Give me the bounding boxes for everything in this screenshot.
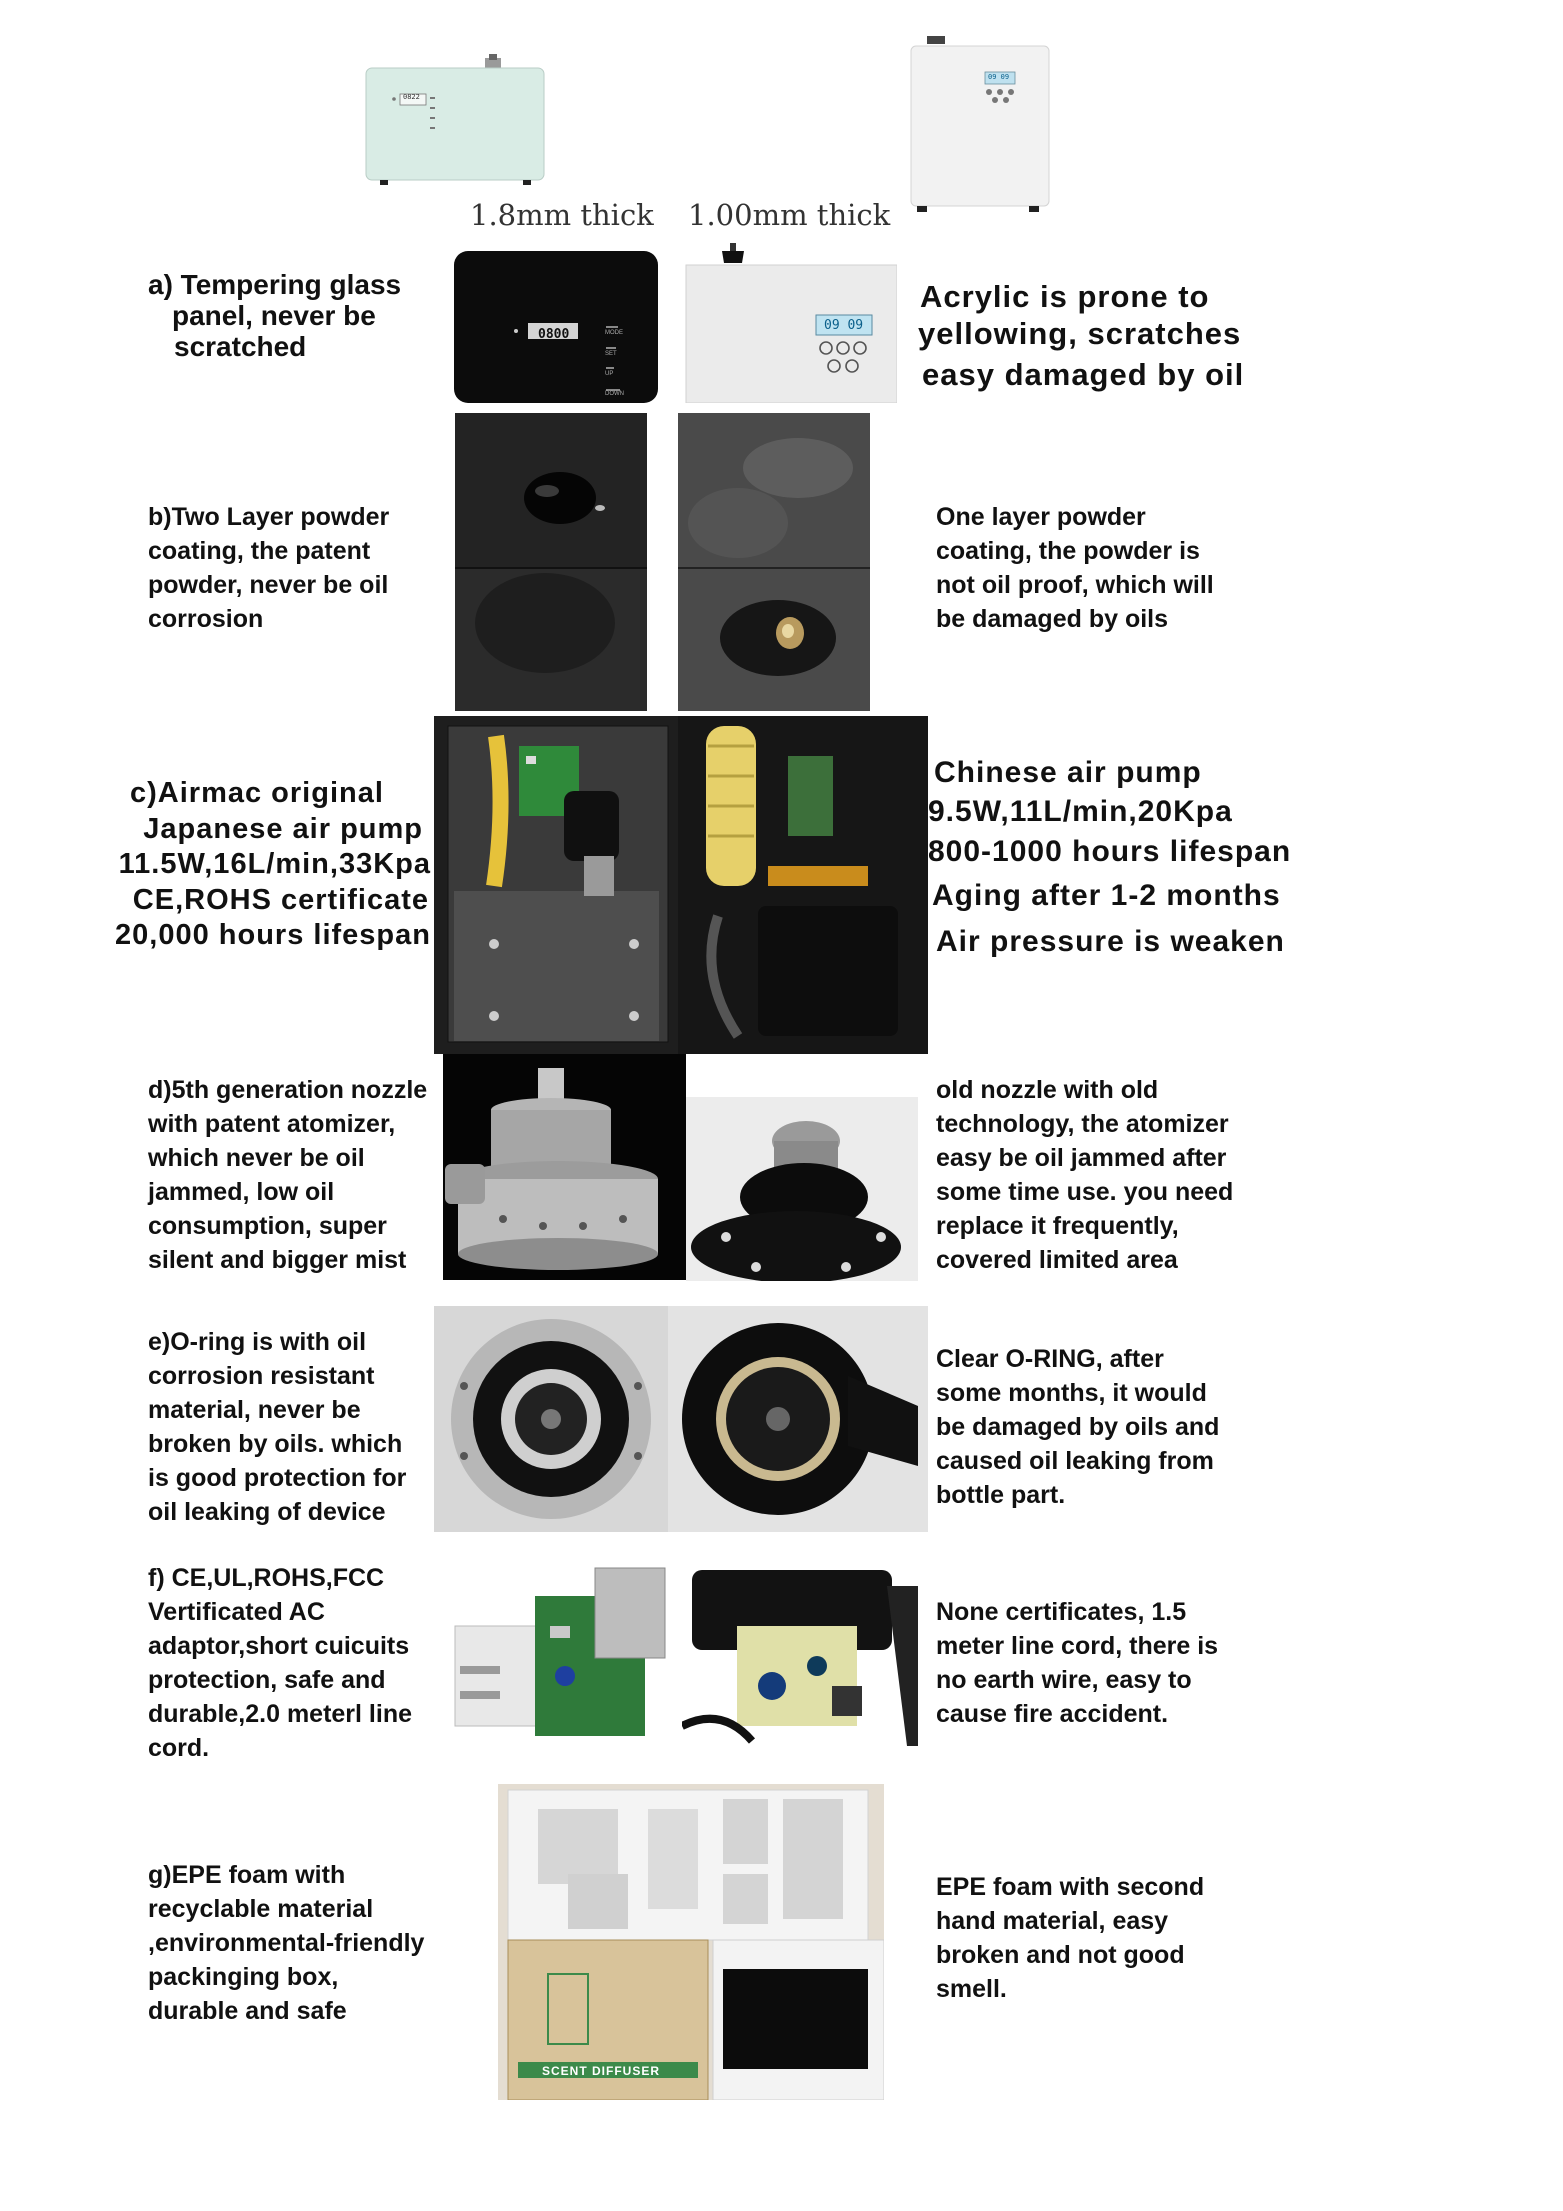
thickness-label-right: 1.00mm thick bbox=[688, 198, 891, 232]
ac-adaptor-uncertified-photo bbox=[682, 1566, 918, 1746]
row-b-left-line: powder, never be oil bbox=[148, 571, 389, 599]
row-f-right-line: no earth wire, easy to bbox=[936, 1666, 1192, 1694]
row-a-right-text bbox=[918, 278, 1244, 393]
epe-foam-packaging-photo bbox=[498, 1784, 884, 2100]
row-f-left-line: protection, safe and bbox=[148, 1666, 386, 1694]
panel-button-label: SET bbox=[605, 351, 617, 357]
row-f-right-text bbox=[936, 1595, 1218, 1731]
row-d-right-line: replace it frequently, bbox=[936, 1212, 1179, 1240]
row-c-right-line: Aging after 1-2 months bbox=[932, 879, 1281, 912]
row-e-left-text bbox=[148, 1325, 406, 1529]
row-a-right-line: easy damaged by oil bbox=[922, 357, 1245, 392]
row-b-right-text bbox=[936, 500, 1214, 636]
row-e-left-line: is good protection for bbox=[148, 1464, 407, 1492]
row-g-right-line: smell. bbox=[936, 1975, 1007, 2003]
row-e-right-line: be damaged by oils and bbox=[936, 1413, 1220, 1441]
row-g-left-text bbox=[148, 1858, 424, 2028]
row-d-left-line: jammed, low oil bbox=[148, 1178, 335, 1206]
row-e-right-line: bottle part. bbox=[936, 1481, 1066, 1509]
row-c-right-line: Chinese air pump bbox=[934, 756, 1202, 789]
row-d-right-text bbox=[936, 1073, 1233, 1277]
powder-coating-bad-photo bbox=[678, 413, 870, 711]
row-e-left-line: broken by oils. which bbox=[148, 1430, 403, 1458]
row-c-right-line: 800-1000 hours lifespan bbox=[928, 835, 1292, 868]
thickness-label-left: 1.8mm thick bbox=[470, 198, 654, 232]
row-g-left-line: g)EPE foam with bbox=[148, 1861, 346, 1889]
row-g-right-line: broken and not good bbox=[936, 1941, 1185, 1969]
row-d-right-line: covered limited area bbox=[936, 1246, 1178, 1274]
oring-clear-photo bbox=[668, 1306, 928, 1532]
black-glass-panel-photo bbox=[448, 241, 658, 403]
row-a-left-line: a) Tempering glass bbox=[148, 269, 402, 300]
row-a-left-line: panel, never be bbox=[172, 300, 376, 331]
row-f-left-line: f) CE,UL,ROHS,FCC bbox=[148, 1564, 385, 1592]
row-c-left-text bbox=[96, 776, 431, 954]
row-b-right-line: One layer powder bbox=[936, 503, 1146, 531]
product-photo-white bbox=[905, 34, 1055, 216]
row-c-left-line: CE,ROHS certificate bbox=[132, 883, 429, 916]
row-b-left-text bbox=[148, 500, 389, 636]
row-f-right-line: None certificates, 1.5 bbox=[936, 1598, 1187, 1626]
oring-resistant-photo bbox=[434, 1306, 668, 1532]
row-d-left-line: silent and bigger mist bbox=[148, 1246, 407, 1274]
row-e-left-line: oil leaking of device bbox=[148, 1498, 386, 1526]
row-e-right-line: Clear O-RING, after bbox=[936, 1345, 1164, 1373]
lcd-panel-right: 09 09 bbox=[824, 318, 864, 333]
white-acrylic-panel-photo bbox=[682, 243, 897, 403]
row-d-right-line: technology, the atomizer bbox=[936, 1110, 1229, 1138]
ac-adaptor-certified-photo bbox=[445, 1566, 675, 1746]
row-d-right-line: old nozzle with old bbox=[936, 1076, 1159, 1104]
japanese-air-pump-photo bbox=[434, 716, 678, 1054]
row-b-right-line: coating, the powder is bbox=[936, 537, 1200, 565]
row-e-right-line: some months, it would bbox=[936, 1379, 1207, 1407]
nozzle-new-photo bbox=[443, 1054, 686, 1280]
row-d-left-line: consumption, super bbox=[148, 1212, 387, 1240]
row-d-right-line: easy be oil jammed after bbox=[936, 1144, 1227, 1172]
row-b-right-line: not oil proof, which will bbox=[936, 571, 1214, 599]
row-a-left-line: scratched bbox=[174, 331, 307, 362]
row-a-right-line: Acrylic is prone to bbox=[920, 279, 1210, 314]
product-photo-green bbox=[360, 54, 550, 189]
row-e-right-text bbox=[936, 1342, 1219, 1512]
row-d-left-line: with patent atomizer, bbox=[148, 1110, 396, 1138]
row-e-right-line: caused oil leaking from bbox=[936, 1447, 1214, 1475]
row-f-left-text bbox=[148, 1561, 412, 1765]
row-g-right-line: EPE foam with second bbox=[936, 1873, 1205, 1901]
row-g-left-line: ,environmental-friendly bbox=[148, 1929, 425, 1957]
row-e-left-line: corrosion resistant bbox=[148, 1362, 375, 1390]
chinese-air-pump-photo bbox=[678, 716, 928, 1054]
row-a-left-text bbox=[148, 269, 401, 362]
row-f-left-line: durable,2.0 meterl line bbox=[148, 1700, 412, 1728]
row-c-left-line: 11.5W,16L/min,33Kpa bbox=[118, 848, 431, 880]
panel-button-label: MODE bbox=[605, 330, 623, 336]
row-b-left-line: coating, the patent bbox=[148, 537, 371, 565]
lcd-top-right: 09 09 bbox=[988, 73, 1010, 81]
row-g-right-text bbox=[936, 1870, 1204, 2006]
row-d-right-line: some time use. you need bbox=[936, 1178, 1234, 1206]
row-b-left-line: b)Two Layer powder bbox=[148, 503, 390, 531]
nozzle-old-photo bbox=[686, 1097, 918, 1281]
row-d-left-text bbox=[148, 1073, 427, 1277]
row-b-left-line: corrosion bbox=[148, 605, 264, 633]
row-f-right-line: cause fire accident. bbox=[936, 1700, 1169, 1728]
row-e-left-line: e)O-ring is with oil bbox=[148, 1328, 367, 1356]
powder-coating-good-photo bbox=[455, 413, 647, 711]
row-g-left-line: packinging box, bbox=[148, 1963, 339, 1991]
row-c-left-line: c)Airmac original bbox=[130, 777, 384, 809]
lcd-top-left: 0822 bbox=[403, 93, 420, 101]
panel-button-label: DOWN bbox=[605, 391, 624, 397]
row-a-right-line: yellowing, scratches bbox=[918, 316, 1242, 351]
row-c-left-line: Japanese air pump bbox=[143, 812, 423, 845]
row-c-right-line: 9.5W,11L/min,20Kpa bbox=[928, 795, 1233, 828]
row-g-left-line: durable and safe bbox=[148, 1997, 347, 2025]
row-f-right-line: meter line cord, there is bbox=[936, 1632, 1219, 1660]
row-d-left-line: which never be oil bbox=[148, 1144, 365, 1172]
lcd-panel-left: 0800 bbox=[538, 327, 570, 342]
scent-diffuser-box-label: SCENT DIFFUSER bbox=[542, 2064, 661, 2078]
row-f-left-line: cord. bbox=[148, 1734, 210, 1762]
row-d-left-line: d)5th generation nozzle bbox=[148, 1076, 428, 1104]
row-g-right-line: hand material, easy bbox=[936, 1907, 1169, 1935]
row-f-left-line: Vertificated AC bbox=[148, 1598, 325, 1626]
row-b-right-line: be damaged by oils bbox=[936, 605, 1169, 633]
row-f-left-line: adaptor,short cuicuits bbox=[148, 1632, 410, 1660]
panel-button-label: UP bbox=[605, 371, 614, 377]
row-g-left-line: recyclable material bbox=[148, 1895, 374, 1923]
row-c-right-line: Air pressure is weaken bbox=[936, 925, 1285, 958]
row-c-right-text bbox=[928, 754, 1291, 965]
row-e-left-line: material, never be bbox=[148, 1396, 361, 1424]
row-c-left-line: 20,000 hours lifespan bbox=[115, 919, 431, 951]
